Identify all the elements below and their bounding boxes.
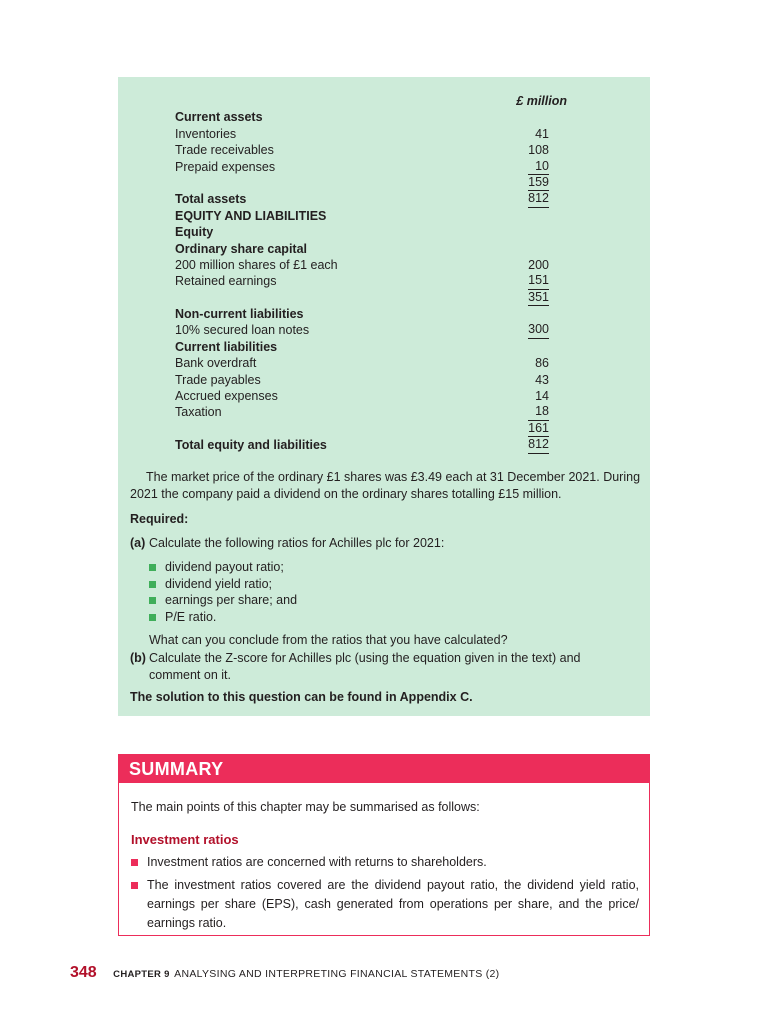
row-value: 18 [528, 404, 549, 420]
row-label: Bank overdraft [175, 356, 257, 371]
table-row [175, 191, 575, 207]
table-row [175, 355, 575, 371]
square-bullet-icon [149, 614, 156, 621]
summary-list [131, 853, 639, 937]
table-row [175, 273, 575, 289]
row-value: 351 [528, 290, 549, 306]
row-label: Ordinary share capital [175, 241, 308, 256]
summary-intro: The main points of this chapter may be summarised as follows: [131, 800, 480, 814]
row-label: Inventories [175, 126, 237, 141]
table-row [175, 388, 575, 404]
row-label: Trade receivables [175, 143, 274, 158]
row-value: 41 [535, 126, 549, 141]
row-label: Total assets [175, 192, 247, 207]
row-value: 159 [528, 175, 549, 191]
row-value: 161 [528, 421, 549, 437]
unit-heading: £ million [516, 94, 567, 108]
row-value: 812 [528, 437, 549, 453]
list-item: dividend yield ratio; [149, 576, 297, 593]
row-value: 108 [528, 143, 549, 158]
table-row [175, 372, 575, 388]
row-label: Non-current liabilities [175, 307, 304, 322]
table-row [175, 257, 575, 273]
square-bullet-icon [149, 597, 156, 604]
square-bullet-icon [131, 882, 138, 889]
chapter-label: CHAPTER 9 [113, 969, 170, 980]
row-label: Current assets [175, 110, 263, 125]
row-label: 10% secured loan notes [175, 323, 310, 338]
row-value: 300 [528, 322, 549, 338]
row-label: Trade payables [175, 372, 261, 387]
market-price-paragraph: The market price of the ordinary £1 shares was £3.49 each at 31 December 2021. During 2021 the company paid a dividend on the ordinary shares totalling £15 million. [130, 470, 641, 501]
row-label: Taxation [175, 405, 222, 420]
list-item: Investment ratios are concerned with returns to shareholders. [131, 853, 639, 872]
table-row [175, 241, 575, 257]
summary-subheading: Investment ratios [131, 832, 239, 847]
table-row [175, 175, 575, 191]
question-a-label: (a) [130, 536, 146, 550]
chapter-title: ANALYSING AND INTERPRETING FINANCIAL STATEMENTS (2) [174, 968, 500, 980]
table-row [175, 421, 575, 437]
row-label: Accrued expenses [175, 389, 278, 404]
required-label: Required: [130, 512, 189, 526]
list-item: The investment ratios covered are the dividend payout ratio, the dividend yield ratio, earnings per share (EPS), cash generated from operations per share, and the price/ earnings ratio. [131, 876, 639, 933]
balance-sheet-rows [175, 109, 575, 453]
table-row [175, 290, 575, 306]
table-row [175, 159, 575, 175]
square-bullet-icon [149, 564, 156, 571]
table-row [175, 208, 575, 224]
page-number: 348 [70, 964, 97, 981]
row-label: Prepaid expenses [175, 159, 276, 174]
row-value: 200 [528, 257, 549, 272]
question-a-text: Calculate the following ratios for Achilles plc for 2021: [149, 536, 445, 550]
row-label: Current liabilities [175, 339, 278, 354]
row-label: 200 million shares of £1 each [175, 257, 338, 272]
list-item: dividend payout ratio; [149, 559, 297, 576]
table-row [175, 126, 575, 142]
row-value: 151 [528, 273, 549, 289]
row-value: 86 [535, 356, 549, 371]
question-b-label: (b) [130, 651, 146, 665]
ratio-bullet-list [149, 559, 297, 625]
table-row [175, 437, 575, 453]
row-label: Total equity and liabilities [175, 438, 327, 453]
square-bullet-icon [131, 859, 138, 866]
row-value: 14 [535, 389, 549, 404]
question-a-followup: What can you conclude from the ratios that you have calculated? [149, 633, 508, 647]
solution-note: The solution to this question can be found in Appendix C. [130, 690, 473, 704]
row-label: EQUITY AND LIABILITIES [175, 208, 327, 223]
question-panel [118, 77, 650, 716]
square-bullet-icon [149, 581, 156, 588]
table-row [175, 109, 575, 125]
row-value: 10 [528, 159, 549, 175]
table-row [175, 224, 575, 240]
page-footer [70, 964, 499, 982]
list-item: P/E ratio. [149, 609, 297, 626]
table-row [175, 404, 575, 420]
table-row [175, 322, 575, 338]
summary-box [118, 754, 650, 936]
summary-heading: SUMMARY [119, 755, 649, 783]
table-row [175, 142, 575, 158]
row-value: 43 [535, 372, 549, 387]
table-row [175, 306, 575, 322]
row-value: 812 [528, 191, 549, 207]
question-b-text: Calculate the Z-score for Achilles plc (using the equation given in the text) and comment on it. [149, 651, 581, 682]
table-row [175, 339, 575, 355]
list-item: earnings per share; and [149, 592, 297, 609]
row-label: Equity [175, 225, 214, 240]
row-label: Retained earnings [175, 274, 277, 289]
